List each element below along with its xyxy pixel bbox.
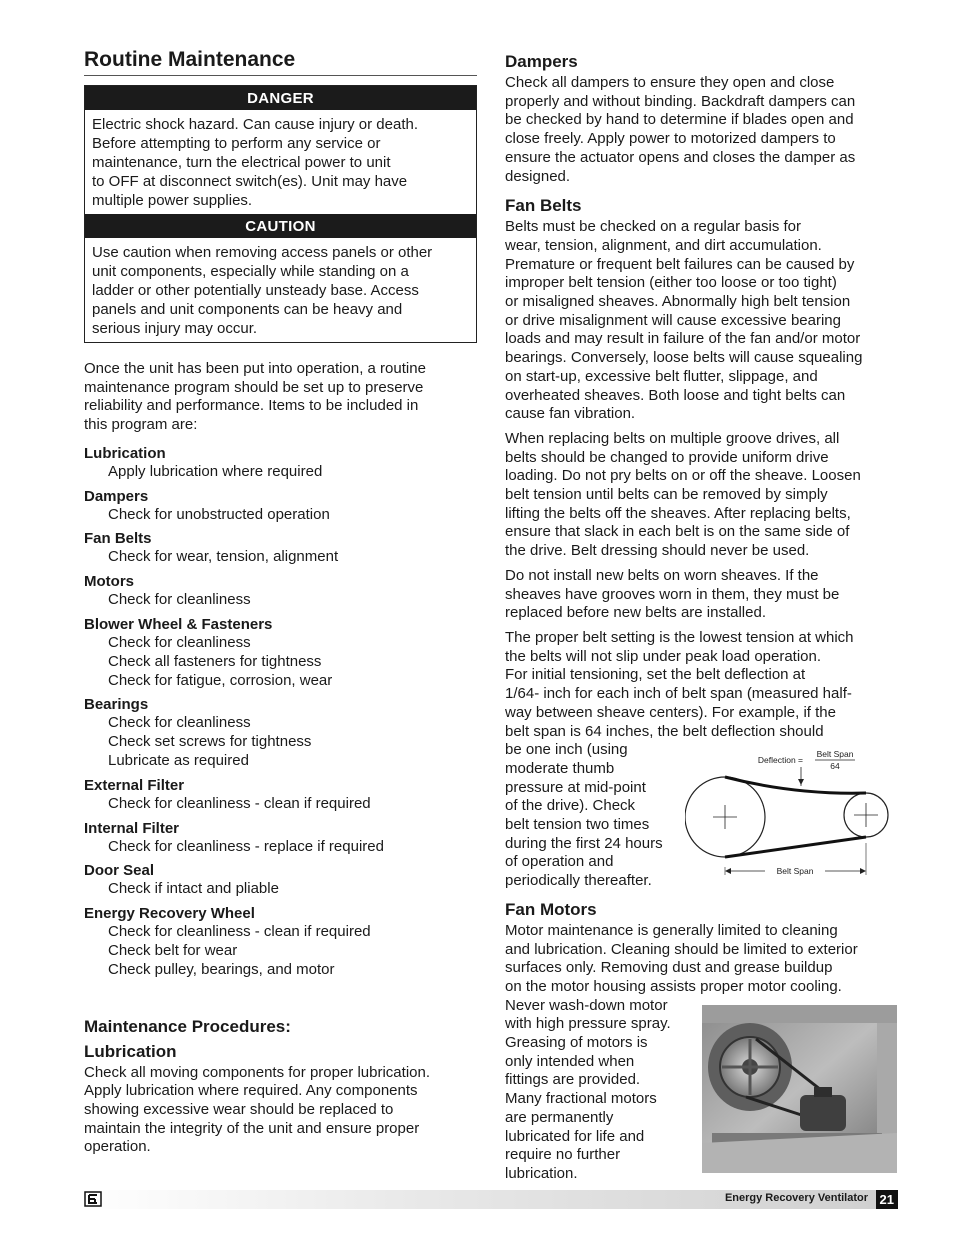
motor-junction-box	[814, 1087, 832, 1097]
danger-line: multiple power supplies.	[92, 192, 253, 209]
intro-line: this program are:	[84, 416, 198, 434]
fan-belts-line: belt tension two times	[505, 816, 650, 834]
right-column	[505, 50, 898, 1184]
caution-text	[85, 238, 476, 342]
motor-body	[800, 1095, 846, 1131]
fan-belts-line: belt span is 64 inches, the belt deflection should	[505, 722, 824, 740]
left-column	[84, 48, 477, 1157]
fan-belts-line: of operation and	[505, 853, 614, 871]
checklist-task: Check for cleanliness	[108, 591, 251, 609]
footer-title: Energy Recovery Ventilator	[724, 1192, 868, 1204]
checklist-task: Check for unobstructed operation	[108, 505, 330, 523]
fan-belts-line: or drive misalignment will cause excessive bearing	[505, 311, 841, 329]
checklist-label: Internal Filter	[84, 819, 180, 837]
dampers-line: ensure the actuator opens and closes the damper as	[505, 148, 856, 166]
fan-motors-line: lubrication.	[505, 1164, 578, 1182]
dampers-line: designed.	[505, 167, 571, 185]
intro-line: Once the unit has been put into operation, a routine	[84, 360, 426, 377]
page-number: 21	[876, 1190, 898, 1209]
checklist-label: Blower Wheel & Fasteners	[84, 616, 273, 633]
fan-belts-line: or misaligned sheaves. Abnormally high belt tension	[505, 293, 851, 311]
belt-deflection-diagram	[685, 747, 900, 883]
fan-belts-line: loads and may result in failure of the fan and/or motor	[505, 330, 861, 348]
caution-line: panels and unit components can be heavy and	[92, 301, 403, 318]
checklist-label: External Filter	[84, 776, 185, 794]
fan-belts-heading: Fan Belts	[505, 196, 582, 216]
fan-belts-line: way between sheave centers). For example, if the	[505, 703, 836, 721]
intro-paragraph	[84, 360, 477, 435]
danger-line: to OFF at disconnect switch(es). Unit may have	[92, 173, 408, 190]
danger-box	[84, 85, 477, 343]
page-footer	[84, 1190, 898, 1209]
fan-belts-paragraph	[505, 430, 898, 561]
greenheck-logo-icon	[84, 1191, 102, 1207]
fan-motors-section	[505, 898, 898, 1184]
fan-belts-line: the belts will not slip under peak load operation.	[505, 647, 822, 665]
fan-motors-line: Never wash-down motor	[505, 996, 668, 1014]
danger-line: maintenance, turn the electrical power to unit	[92, 154, 391, 171]
fan-belts-line: Do not install new belts on worn sheaves. If the	[505, 566, 819, 584]
dampers-heading: Dampers	[505, 52, 578, 71]
fan-belts-line: pressure at mid-point	[505, 778, 646, 796]
fan-motors-line: Many fractional motors	[505, 1090, 657, 1108]
fan-belts-line: on start-up, excessive belt flutter, slippage, and	[505, 367, 818, 385]
fan-motors-line: Greasing of motors is	[505, 1034, 648, 1052]
fan-belts-line: lifting the belts off the sheaves. After replacing belts,	[505, 504, 851, 522]
checklist-label: Door Seal	[84, 862, 155, 880]
lubrication-line: Apply lubrication where required. Any components	[84, 1082, 418, 1100]
lubrication-line: maintain the integrity of the unit and ensure proper	[84, 1119, 420, 1137]
belt-span-label: Belt Span	[776, 866, 814, 877]
fan-motors-line: are permanently	[505, 1108, 614, 1126]
fan-belts-paragraph	[505, 567, 898, 623]
checklist-label: Dampers	[84, 487, 149, 505]
dampers-line: Check all dampers to ensure they open and close	[505, 74, 835, 91]
span-arrowhead	[725, 868, 731, 874]
fan-motors-line: lubricated for life and	[505, 1127, 645, 1145]
lubrication-line: operation.	[84, 1138, 151, 1156]
intro-line: reliability and performance. Items to be included in	[84, 397, 419, 415]
procedures-section	[84, 1015, 477, 1158]
belt-tension-wrap	[505, 741, 898, 891]
fan-belts-line: loading. Do not pry belts on or off the sheave. Loosen	[505, 467, 861, 485]
checklist-task: Check for cleanliness	[108, 634, 251, 651]
fan-motors-heading: Fan Motors	[505, 899, 597, 919]
fan-belts-line: overheated sheaves. Both loose and tight belts can	[505, 386, 846, 404]
checklist-task: Check for cleanliness	[108, 714, 251, 732]
fan-belts-line: For initial tensioning, set the belt deflection at	[505, 666, 806, 684]
checklist-task: Check if intact and pliable	[108, 880, 279, 898]
dampers-section	[505, 50, 898, 186]
span-arrowhead	[860, 868, 866, 874]
fan-belts-line: during the first 24 hours	[505, 834, 663, 852]
fan-motors-line: with high pressure spray.	[505, 1015, 671, 1033]
fan-motors-line: fittings are provided.	[505, 1071, 641, 1089]
fan-belts-paragraph	[505, 218, 898, 424]
fan-motors-line: Motor maintenance is generally limited to cleaning	[505, 921, 838, 939]
fan-belts-line: of the drive). Check	[505, 797, 636, 815]
checklist-task: Check for cleanliness - clean if required	[108, 794, 371, 812]
fan-belts-paragraph	[505, 629, 898, 891]
lubrication-line: showing excessive wear should be replaced to	[84, 1100, 394, 1118]
fan-belts-line: replaced before new belts are installed.	[505, 604, 766, 622]
caution-line: ladder or other potentially unsteady base. Access	[92, 282, 419, 299]
checklist-task: Check for cleanliness - clean if required	[108, 923, 371, 941]
fan-belts-section	[505, 194, 898, 891]
fan-belts-line: cause fan vibration.	[505, 405, 636, 423]
checklist-label: Motors	[84, 573, 134, 591]
checklist-label: Fan Belts	[84, 530, 152, 548]
checklist-task: Lubricate as required	[108, 751, 249, 769]
caution-line: Use caution when removing access panels or other	[92, 244, 433, 261]
fan-belts-line: 1/64- inch for each inch of belt span (measured half-	[505, 685, 852, 703]
belt-span-numerator: Belt Span	[816, 749, 854, 760]
fan-motors-line: require no further	[505, 1146, 621, 1164]
page-title: Routine Maintenance	[84, 48, 477, 76]
dampers-line: be checked by hand to determine if blades open and	[505, 111, 854, 129]
fan-belts-line: wear, tension, alignment, and dirt accumulation.	[505, 236, 822, 254]
intro-line: maintenance program should be set up to preserve	[84, 378, 424, 396]
checklist-label: Energy Recovery Wheel	[84, 905, 255, 923]
lubrication-heading: Lubrication	[84, 1041, 177, 1061]
fan-belts-line: improper belt tension (either too loose or too tight)	[505, 274, 837, 292]
danger-line: Before attempting to perform any service or	[92, 135, 381, 152]
lubrication-line: Check all moving components for proper lubrication.	[84, 1063, 431, 1081]
fan-belts-line: belt tension until belts can be removed by simply	[505, 486, 828, 504]
fan-belts-line: bearings. Conversely, loose belts will cause squealing	[505, 349, 863, 367]
belt-span-denominator: 64	[830, 761, 840, 772]
checklist-task: Check all fasteners for tightness	[108, 652, 322, 670]
checklist-task: Check for fatigue, corrosion, wear	[108, 671, 333, 689]
checklist-label: Bearings	[84, 696, 149, 714]
checklist-task: Check belt for wear	[108, 941, 238, 959]
danger-heading: DANGER	[85, 86, 476, 110]
dampers-line: properly and without binding. Backdraft dampers can	[505, 92, 856, 110]
checklist-task: Apply lubrication where required	[108, 462, 323, 480]
cabinet-top	[702, 1005, 897, 1023]
fan-motors-line: on the motor housing assists proper motor cooling.	[505, 977, 842, 995]
deflection-arrow	[798, 779, 804, 785]
blower-motor-photo	[702, 1005, 897, 1173]
caution-heading: CAUTION	[85, 214, 476, 238]
caution-line: unit components, especially while standing on a	[92, 263, 409, 280]
fan-belts-line: moderate thumb	[505, 759, 615, 777]
checklist-task: Check pulley, bearings, and motor	[108, 960, 335, 978]
danger-text	[85, 110, 476, 214]
maintenance-checklist	[84, 444, 477, 980]
fan-motors-line: and lubrication. Cleaning should be limited to exterior	[505, 940, 858, 958]
fan-belts-line: When replacing belts on multiple groove drives, all	[505, 429, 840, 447]
fan-motors-line: only intended when	[505, 1052, 635, 1070]
fan-motors-wrap	[505, 997, 898, 1184]
fan-motors-line: surfaces only. Removing dust and grease buildup	[505, 959, 833, 977]
fan-belts-line: be one inch (using	[505, 741, 628, 759]
danger-line: Electric shock hazard. Can cause injury or death.	[92, 116, 418, 133]
fan-belts-line: ensure that slack in each belt is on the same side of	[505, 523, 850, 541]
dampers-line: close freely. Apply power to motorized dampers to	[505, 130, 836, 148]
fan-belts-line: The proper belt setting is the lowest tension at which	[505, 628, 854, 646]
procedures-heading: Maintenance Procedures:	[84, 1016, 291, 1036]
fan-belts-line: Belts must be checked on a regular basis for	[505, 218, 801, 236]
deflection-label: Deflection =	[757, 755, 803, 766]
fan-belts-line: belts should be changed to provide uniform drive	[505, 448, 829, 466]
fan-belts-line: Premature or frequent belt failures can be caused by	[505, 255, 855, 273]
fan-belts-line: sheaves have grooves worn in them, they must be	[505, 585, 840, 603]
checklist-task: Check set screws for tightness	[108, 733, 312, 751]
checklist-label: Lubrication	[84, 444, 166, 462]
caution-line: serious injury may occur.	[92, 320, 258, 337]
checklist-task: Check for cleanliness - replace if required	[108, 837, 384, 855]
fan-belts-line: the drive. Belt dressing should never be used.	[505, 542, 810, 560]
fan-belts-line: periodically thereafter.	[505, 872, 652, 890]
checklist-task: Check for wear, tension, alignment	[108, 548, 339, 566]
